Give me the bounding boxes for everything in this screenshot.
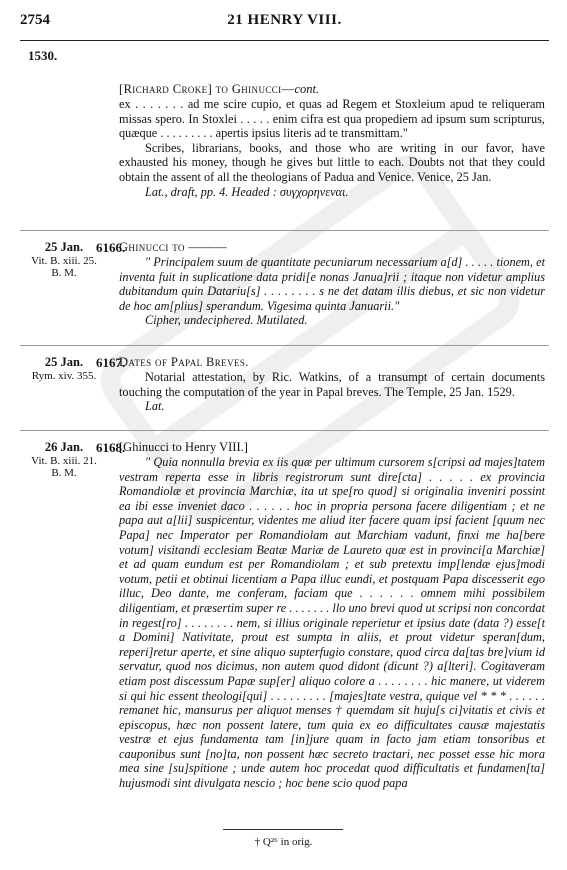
margin-6166 [20, 240, 108, 279]
entry-separator [20, 230, 549, 231]
entry-date: 26 Jan. [44, 440, 84, 454]
entry-separator [20, 430, 549, 431]
entry-6167 [96, 355, 545, 414]
entry-number: 6166. [96, 240, 126, 255]
margin-6168 [20, 440, 108, 479]
entry-reference: Vit. B. xiii. 25. [31, 255, 97, 267]
entry-reference: Vit. B. xiii. 21. [31, 455, 97, 467]
footnote: † Q²⁶ in orig. [254, 836, 313, 848]
entry-heading: [Richard Croke] to Ghinucci—cont. [119, 82, 320, 96]
year-label: 1530. [28, 48, 58, 63]
entry-summary: Scribes, librarians, books, and those who are writing in our favor, have exhausted his money, though he gives but little to each. Doubts not that they could obtain the assent of all the theologians of Padua and Venice. Venice, 25 Jan. [119, 140, 545, 184]
entry-quote: " Quia nonnulla brevia ex iis quæ per ultimum cursorem s[cripsi ad majes]tatem vestram reperta esse in libris registrorum sunt dire[cta] . . . . . ex provincia Romandiolæ et provincia Marchiæ, ita ut spe[ro quod] si originalia inveniri possint ea ibi esse inveniet daco . . . . . . hoc in propria persona facere diligentiam ; et ne papa aut a[lii] suspicentur, videntes me aliud iter facere quam ipsi facient [quum nec Papa] nec Imperator per Romandiolam aut Marchiam vadunt, finxi me ha[bere votum] visitandi ecclesiam Beatæ Mariæ de Laureto quæ est in provinci[a Marchiæ] et ad quam eundum est per Romandiolam ; et sub pretextu imp[lendæ ejus]modi votum, petii et obtinui licentiam a Papa illuc eundi, et postquam Papa discesserit ego illuc, Deo dante, me conferam, faciam que . . . . . . omnem mihi possibilem diligentiam, et præsertim super re . . . . . . . llo uno brevi quod ut scripsi non concordat in regest[ro] . . . . . . . . nem, si illius originale reperietur et ipsius date (data ?) esse[t a Domini] Nativitate, prout est sumpta in aliis, et prout videtur speran[dum, reperi]retur aperte, et sine aliquo supterfugio constare, quod circa da[tas bre]vium id servatur, quod nos dicimus, non autem quod didont (dicunt ?) a[lteri]. Cogitaveram etiam post discessum Papæ sup[er] aliquo colore a . . . . . . . . hic manere, ut viderem si qui hic essent theologi[qui] . . . . . . . . . [majes]tate vestra, quique vel * * * . . . . . . remanet hic, mansurus per aliquot menses † quemdam sit huju[s ci]vitatis et civis et episcopus, hæc non possent latere, tum quia ex eo difficultates causæ majestatis vestræ et ejus fundamenta tam [in]jure quam in facto jam etiam tonsoribus et cauponibus sunt [no]ta, non possent hæc secreto tractari, nec posset esse hic mora mea sine [su]spitione ; unde autem hoc procedat quod difficultatis et fundamen[ta] hujusmodi sint divulgata nescio ; hoc bene scio quod papa [119, 455, 545, 791]
footnote-rule [223, 829, 343, 830]
entry-separator [20, 345, 549, 346]
entry-6168 [96, 440, 545, 791]
entry-note: Lat., draft, pp. 4. Headed : συγχορηνεναι. [145, 184, 349, 199]
entry-heading: 6168. [Ghinucci to Henry VIII.] [96, 440, 248, 455]
running-head [20, 12, 549, 36]
entry-note: Cipher, undeciphered. Mutilated. [145, 313, 308, 328]
entry-reference: B. M. [51, 467, 77, 479]
entry-number: 6167. [96, 355, 126, 370]
entry-continued [119, 82, 545, 199]
entry-quote: " Principalem suum de quantitate pecuniarum necessarium a[d] . . . . . tionem, et inventa fuit in suplicatione data pridi[e nonas Janua]rii ; itaque non videtur amplius dubitandum quin Datariu[s] . . . . . . . . s ne det datam illis diebus, et sic non videtur de hoc am[plius] sperandum. Vigesima quinta Januarii." [119, 255, 545, 313]
entry-heading: 6167. Dates of Papal Breves. [96, 355, 249, 370]
header-rule [20, 40, 549, 41]
page-number: 2754 [20, 12, 50, 28]
entry-date: 25 Jan. [44, 355, 84, 369]
entry-number: 6168. [96, 440, 126, 455]
running-title: 21 HENRY VIII. [227, 12, 342, 28]
entry-reference: B. M. [51, 267, 77, 279]
margin-6167 [20, 355, 108, 382]
entry-body: ex . . . . . . . ad me scire cupio, et quas ad Regem et Stoxleium apud te reliqueram missas spero. In Stoxlei . . . . . enim cifra est qua propediem ad ipsum sum scripturus, quæque . . . . . . . . . apertis ipsius literis ad te transmittam." [119, 97, 545, 141]
entry-body: Notarial attestation, by Ric. Watkins, of a transumpt of certain documents touching the computation of the year in Papal breves. The Temple, 25 Jan. 1529. [119, 370, 545, 399]
entry-date: 25 Jan. [44, 240, 84, 254]
entry-note: Lat. [145, 399, 165, 414]
entry-heading: 6166. Ghinucci to ——— [96, 240, 228, 255]
entry-reference: Rym. xiv. 355. [31, 370, 97, 382]
entry-6166 [96, 240, 545, 328]
